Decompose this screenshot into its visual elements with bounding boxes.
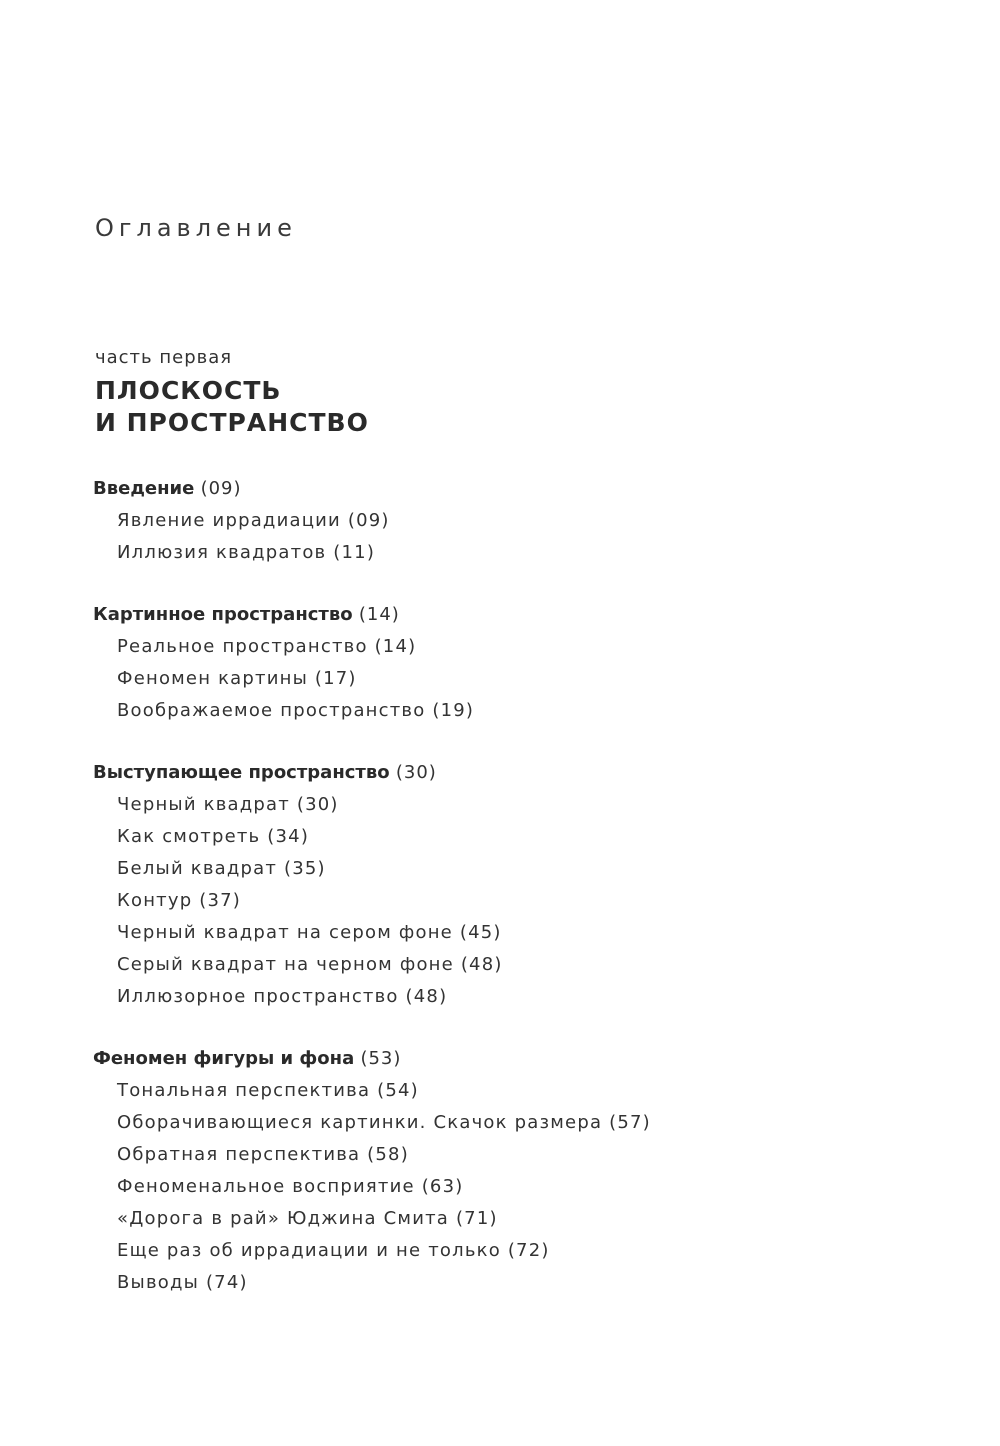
page-title: Оглавление xyxy=(95,214,297,242)
table-of-contents xyxy=(93,473,973,1329)
section-item[interactable]: Еще раз об иррадиации и не только (72) xyxy=(117,1240,550,1261)
section-item[interactable]: Реальное пространство (14) xyxy=(117,636,417,657)
section-item[interactable]: Черный квадрат на сером фоне (45) xyxy=(117,922,502,943)
chapter-figure-ground xyxy=(93,1043,973,1299)
chapter-name: Введение xyxy=(93,478,195,499)
part-title-line-2: И ПРОСТРАНСТВО xyxy=(95,408,369,437)
section-item[interactable]: Оборачивающиеся картинки. Скачок размера (57) xyxy=(117,1112,651,1133)
section-item[interactable]: Воображаемое пространство (19) xyxy=(117,700,475,721)
chapter-name: Картинное пространство xyxy=(93,604,353,625)
chapter-protruding-space xyxy=(93,757,973,1013)
section-item[interactable]: Выводы (74) xyxy=(117,1272,248,1293)
section-item[interactable]: Тональная перспектива (54) xyxy=(117,1080,419,1101)
chapter-page: (53) xyxy=(360,1048,402,1069)
chapter-heading[interactable] xyxy=(93,599,973,631)
section-item[interactable]: Обратная перспектива (58) xyxy=(117,1144,409,1165)
section-item[interactable]: Иллюзия квадратов (11) xyxy=(117,542,376,563)
chapter-page: (09) xyxy=(200,478,242,499)
section-item[interactable]: Серый квадрат на черном фоне (48) xyxy=(117,954,503,975)
chapter-heading[interactable] xyxy=(93,473,973,505)
part-label: часть первая xyxy=(95,347,233,368)
part-title xyxy=(95,375,369,439)
section-item[interactable]: Как смотреть (34) xyxy=(117,826,310,847)
chapter-heading[interactable] xyxy=(93,1043,973,1075)
section-item[interactable]: Контур (37) xyxy=(117,890,241,911)
chapter-page: (14) xyxy=(358,604,400,625)
section-item[interactable]: Феномен картины (17) xyxy=(117,668,357,689)
section-item[interactable]: Явление иррадиации (09) xyxy=(117,510,390,531)
chapter-name: Выступающее пространство xyxy=(93,762,390,783)
section-item[interactable]: «Дорога в рай» Юджина Смита (71) xyxy=(117,1208,498,1229)
chapter-heading[interactable] xyxy=(93,757,973,789)
chapter-introduction xyxy=(93,473,973,569)
section-item[interactable]: Белый квадрат (35) xyxy=(117,858,326,879)
part-header xyxy=(95,347,369,439)
section-item[interactable]: Иллюзорное пространство (48) xyxy=(117,986,448,1007)
chapter-name: Феномен фигуры и фона xyxy=(93,1048,355,1069)
section-item[interactable]: Черный квадрат (30) xyxy=(117,794,339,815)
chapter-picture-space xyxy=(93,599,973,727)
section-item[interactable]: Феноменальное восприятие (63) xyxy=(117,1176,464,1197)
part-title-line-1: ПЛОСКОСТЬ xyxy=(95,376,282,405)
chapter-page: (30) xyxy=(395,762,437,783)
